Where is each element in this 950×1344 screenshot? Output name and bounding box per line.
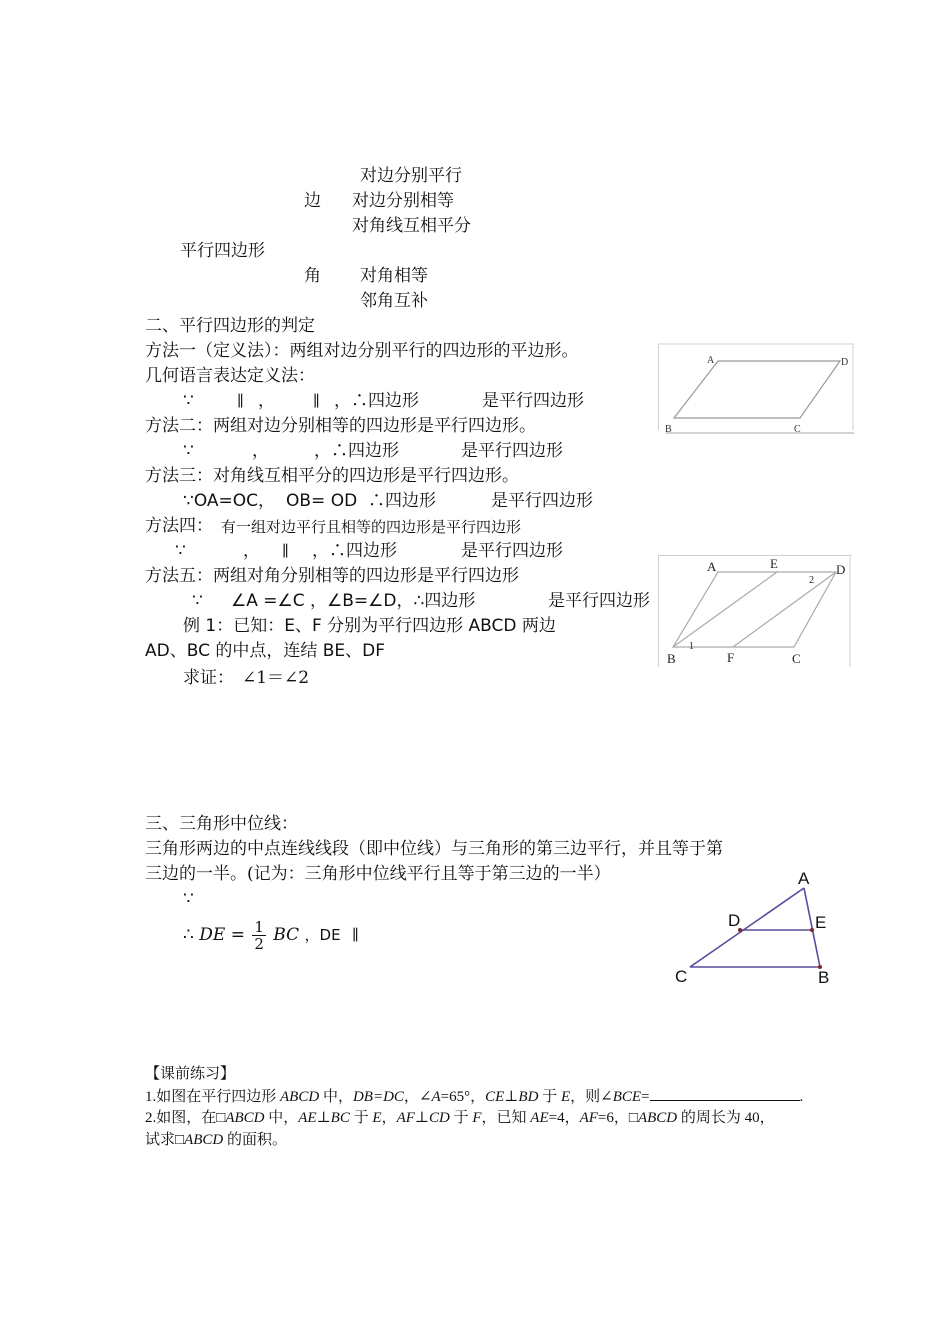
q1-angle-bce: ∠BCE — [600, 1089, 642, 1105]
fig3-label-c: C — [675, 967, 688, 986]
q1-text-c: 中， — [319, 1089, 353, 1105]
fig3-label-a: A — [798, 869, 810, 888]
method3-because: ∵OA=OC， — [183, 491, 276, 511]
q2-af-cd: AF⊥CD — [396, 1110, 450, 1126]
fig2-label-e: E — [770, 556, 778, 571]
practice-question-1 — [145, 1086, 803, 1107]
method1-title: 方法一（定义法）：两组对边分别平行的四边形的平边形。 — [145, 341, 579, 361]
fig2-label-one: 1 — [689, 641, 694, 652]
fig2-label-f: F — [727, 650, 735, 665]
example1-line2: AD、BC 的中点，连结 BE、DF — [145, 641, 386, 661]
method1-parallel-1: ∥ — [237, 392, 244, 410]
q2-text-g: ， — [381, 1110, 397, 1126]
example1-line1: 例 1：已知：E、F 分别为平行四边形 ABCD 两边 — [183, 616, 556, 636]
method1-tail: 是平行四边形 — [482, 391, 584, 411]
fig2-segment-df — [733, 572, 836, 647]
method4-parallel: ∥ — [282, 542, 289, 560]
q1-angle-a: ∠A — [418, 1089, 441, 1105]
method3-tail: 是平行四边形 — [491, 491, 593, 511]
formula-therefore: ∴ — [183, 925, 194, 945]
fig1-label-b: B — [665, 424, 672, 435]
q2-text-c: 中， — [264, 1110, 299, 1126]
summary-edge-item-3: 对角线互相平分 — [352, 216, 471, 236]
summary-edge-label: 边 — [304, 191, 321, 211]
method4-comma: ， — [243, 541, 260, 561]
method5-tail: 是平行四边形 — [548, 591, 650, 611]
figure-triangle-midline — [668, 866, 828, 986]
q2-text-e: 于 — [349, 1110, 373, 1126]
q2-text-m: =4， — [548, 1110, 580, 1126]
fig3-label-e: E — [815, 913, 827, 932]
example1-prove-label: 求证： — [183, 668, 234, 688]
formula-numerator: 1 — [254, 918, 264, 936]
method1-parallel-2: ∥ — [313, 392, 320, 410]
q2-ae: AE — [530, 1110, 549, 1126]
q1-answer-blank[interactable] — [650, 1086, 800, 1101]
method4-conclusion: ，∴四边形 — [312, 541, 397, 561]
section3-formula — [183, 917, 359, 953]
q2-f: F — [472, 1110, 482, 1126]
q2-text-o: =6，□ — [597, 1110, 638, 1126]
method2-because: ∵ — [183, 441, 194, 461]
q1-text-k: ，则 — [570, 1089, 601, 1105]
method3-second: OB= OD — [286, 491, 358, 511]
fig2-label-d: D — [836, 562, 846, 577]
q1-e: E — [560, 1089, 571, 1105]
figure-parallelogram-be-df — [658, 555, 852, 667]
q2-cont-text-c: 的面积。 — [223, 1132, 287, 1148]
summary-angle-item-2: 邻角互补 — [360, 291, 428, 311]
q1-text-g: =65°， — [440, 1089, 486, 1105]
q2-af: AF — [579, 1110, 598, 1126]
method5-because: ∵ — [192, 591, 203, 611]
method3-title: 方法三：对角线互相平分的四边形是平行四边形。 — [145, 466, 519, 486]
formula-bc: BC — [273, 925, 300, 945]
method1-comma: ， — [258, 391, 275, 411]
q1-ce-bd: CE⊥BD — [485, 1089, 539, 1105]
q2-text-q: 的周长为 40， — [677, 1110, 775, 1126]
practice-question-2-cont — [145, 1130, 287, 1150]
q1-text-a: 1.如图在平行四边形 — [145, 1089, 281, 1105]
formula-tail: ，DE — [304, 926, 341, 944]
fig2-label-a: A — [707, 559, 717, 574]
practice-question-2 — [145, 1108, 775, 1128]
q2-abcd-2: ABCD — [637, 1110, 678, 1126]
summary-angle-item-1: 对角相等 — [360, 266, 428, 286]
formula-fraction — [252, 919, 266, 952]
q1-db-dc: DB=DC — [352, 1089, 404, 1105]
fig1-label-c: C — [794, 424, 801, 435]
method1-conclusion: ，∴四边形 — [334, 391, 419, 411]
q1-equals: = — [641, 1089, 650, 1105]
method2-comma: ， — [252, 441, 269, 461]
section2-heading: 二、平行四边形的判定 — [145, 316, 315, 336]
fig2-label-two: 2 — [809, 575, 814, 586]
method4-tail: 是平行四边形 — [461, 541, 563, 561]
method2-tail: 是平行四边形 — [461, 441, 563, 461]
method2-title: 方法二：两组对边分别相等的四边形是平行四边形。 — [145, 416, 536, 436]
section3-heading: 三、三角形中位线： — [145, 814, 298, 834]
q1-abcd: ABCD — [280, 1089, 320, 1105]
method4-because: ∵ — [175, 541, 186, 561]
q2-e: E — [372, 1110, 382, 1126]
figure-parallelogram-abcd — [658, 344, 854, 436]
fig2-label-b: B — [667, 651, 676, 666]
summary-edge-item-1: 对边分别平行 — [360, 166, 462, 186]
q2-cont-abcd: ABCD — [184, 1132, 224, 1148]
q2-text-i: 于 — [449, 1110, 473, 1126]
fig2-segment-be — [673, 572, 777, 647]
method4-prefix: 方法四： — [145, 516, 213, 536]
q2-text-k: ，已知 — [481, 1110, 531, 1126]
q1-text-e: ， — [403, 1089, 419, 1105]
q2-abcd: ABCD — [225, 1110, 265, 1126]
section3-text-line2: 三边的一半。(记为：三角形中位线平行且等于第三边的一半） — [145, 864, 611, 884]
fig3-side-ca — [690, 888, 804, 967]
example1-prove-statement: ∠1＝∠2 — [242, 668, 310, 688]
q2-text-a: 2.如图，在□ — [145, 1110, 226, 1126]
practice-heading: 【课前练习】 — [145, 1066, 236, 1082]
method3-conclusion: ∴四边形 — [368, 491, 436, 511]
q1-text-i: 于 — [538, 1089, 561, 1105]
q1-end: . — [799, 1089, 804, 1105]
fig3-label-d: D — [728, 911, 741, 930]
formula-denominator: 2 — [254, 935, 264, 953]
method1-because: ∵ — [183, 391, 194, 411]
formula-equals: = — [230, 925, 245, 945]
method5-title: 方法五：两组对角分别相等的四边形是平行四边形 — [145, 566, 519, 586]
fig3-label-b: B — [818, 968, 830, 987]
method4-text: 有一组对边平行且相等的四边形是平行四边形 — [221, 518, 522, 536]
fig1-label-d: D — [841, 357, 849, 368]
section3-because: ∵ — [183, 889, 194, 909]
method2-conclusion: ，∴四边形 — [314, 441, 399, 461]
summary-angle-label: 角 — [304, 266, 321, 286]
q2-cont-text-a: 试求□ — [145, 1132, 185, 1148]
fig3-point-e — [810, 928, 814, 932]
summary-edge-item-2: 对边分别相等 — [352, 191, 454, 211]
q2-ae-bc: AE⊥BC — [298, 1110, 350, 1126]
fig1-parallelogram — [674, 361, 840, 418]
method1-subtitle: 几何语言表达定义法： — [145, 366, 315, 386]
fig2-label-c: C — [792, 651, 801, 666]
section3-text-line1: 三角形两边的中点连线线段（即中位线）与三角形的第三边平行，并且等于第 — [145, 839, 723, 859]
fig1-label-a: A — [707, 355, 715, 366]
formula-de: DE — [199, 925, 226, 945]
method5-condition: ∠A =∠C ，∠B=∠D，∴四边形 — [231, 591, 476, 611]
formula-parallel: ∥ — [351, 926, 359, 944]
summary-root-label: 平行四边形 — [180, 241, 265, 261]
